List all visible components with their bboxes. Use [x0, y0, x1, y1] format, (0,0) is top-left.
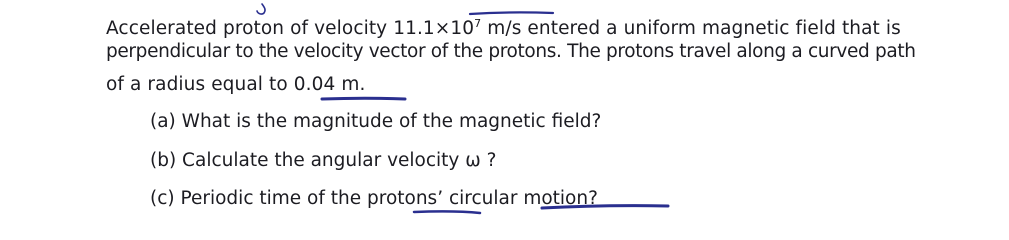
question-c: (c) Periodic time of the protons’ circular motion?: [150, 188, 598, 209]
pen-tick-mark: [257, 4, 265, 14]
problem-line-2: perpendicular to the velocity vector of the protons. The protons travel along a curved path: [106, 41, 916, 62]
question-a: (a) What is the magnitude of the magnetic field?: [150, 111, 602, 132]
problem-line-1: Accelerated proton of velocity $11.1\times 10^7$ m/s entered a uniform magnetic field that is: [106, 17, 901, 39]
underline-protons: [414, 211, 480, 213]
question-b: (b) Calculate the angular velocity ω ?: [150, 150, 497, 171]
exponent: 7: [474, 17, 482, 30]
problem-line-3: of a radius equal to 0.04 m.: [106, 74, 366, 95]
underline-velocity: [470, 12, 553, 14]
underline-radius: [322, 98, 405, 99]
